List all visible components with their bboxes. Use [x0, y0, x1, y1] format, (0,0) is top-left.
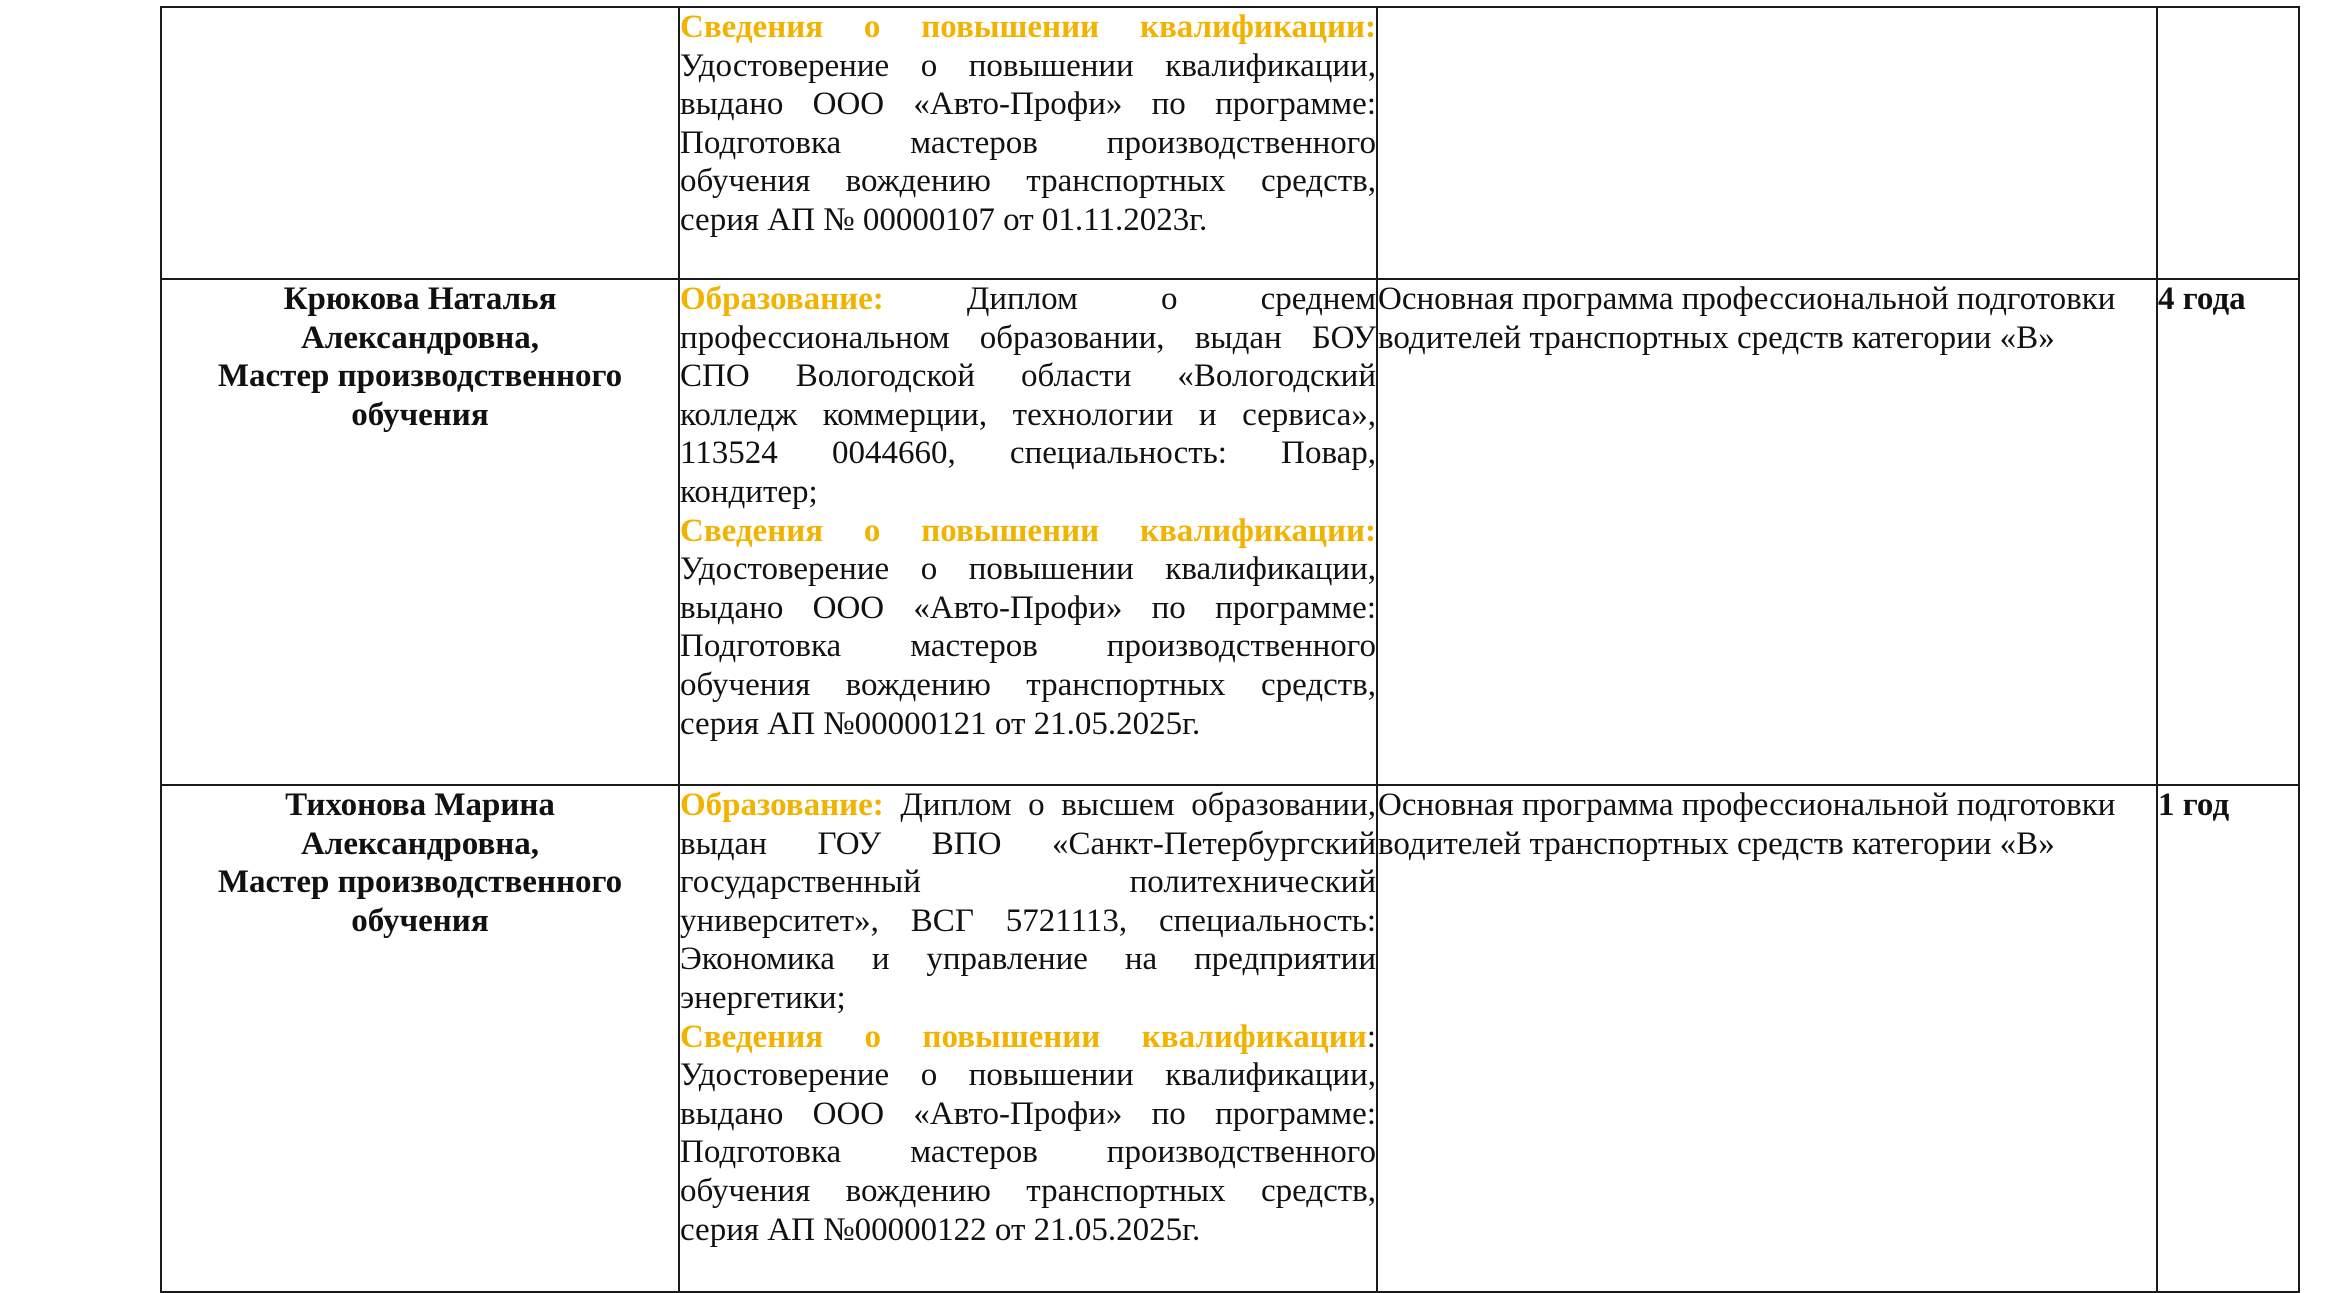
- education-text: Диплом о высшем образовании, выдан ГОУ ВПО «Санкт-Петербургский государственный политехнический университет», ВСГ 5721113, специальность: Экономика и управление на предприятии энергетики;: [680, 787, 1377, 1016]
- staff-patronymic-line: Александровна,: [300, 825, 540, 862]
- qualification-text: Удостоверение о повышении квалификации, выдано ООО «Авто-Профи» по программе: Подготовка мастеров производственного обучения вождению транспортных средств, серия АП №00000121 от 21.05.2025г.: [680, 551, 1376, 742]
- table-row: [161, 279, 2299, 785]
- qualification-paragraph: [680, 1018, 1376, 1250]
- education-text: Диплом о среднем профессиональном образовании, выдан БОУ СПО Вологодской области «Вологодский колледж коммерции, технологии и сервиса», 113524 0044660, специальность: Повар, кондитер;: [680, 281, 1376, 510]
- education-cell: [679, 785, 1377, 1292]
- staff-name-cell: [161, 7, 679, 279]
- table-row: [161, 785, 2299, 1292]
- education-paragraph: [680, 786, 1376, 1018]
- program-cell: Основная программа профессиональной подготовки водителей транспортных средств категории «В»: [1377, 785, 2157, 1292]
- qualification-text: Удостоверение о повышении квалификации, выдано ООО «Авто-Профи» по программе: Подготовка мастеров производственного обучения вождению транспортных средств, серия АП № 00000107 от 01.11.2023г.: [680, 47, 1376, 238]
- staff-name-cell: [161, 785, 679, 1292]
- qualification-paragraph: [680, 512, 1376, 744]
- qualification-colon: :: [1366, 1018, 1376, 1055]
- qualification-label: Сведения о повышении квалификации:: [680, 9, 1376, 45]
- staff-position-line: обучения: [351, 396, 489, 433]
- staff-position-line: Мастер производственного: [217, 358, 623, 395]
- staff-table: [160, 6, 2300, 1293]
- education-cell: [679, 7, 1377, 279]
- qualification-paragraph: [680, 8, 1376, 240]
- experience-cell: 1 год: [2157, 785, 2299, 1292]
- qualification-label: Сведения о повышении квалификации: [680, 1018, 1367, 1055]
- program-cell: Основная программа профессиональной подготовки водителей транспортных средств категории «В»: [1377, 279, 2157, 785]
- program-cell: [1377, 7, 2157, 279]
- table-row: [161, 7, 2299, 279]
- staff-position-line: Мастер производственного: [217, 864, 623, 901]
- staff-position-line: обучения: [351, 902, 489, 939]
- education-paragraph: [680, 280, 1376, 512]
- qualification-text: Удостоверение о повышении квалификации, выдано ООО «Авто-Профи» по программе: Подготовка мастеров производственного обучения вождению транспортных средств, серия АП №00000122 от 21.05.2025г.: [680, 1057, 1376, 1248]
- qualification-label: Сведения о повышении квалификации:: [680, 512, 1376, 549]
- education-label: Образование:: [680, 281, 884, 317]
- staff-name-cell: [161, 279, 679, 785]
- experience-cell: [2157, 7, 2299, 279]
- education-label: Образование:: [680, 787, 884, 823]
- education-cell: [679, 279, 1377, 785]
- staff-surname-line: Тихонова Марина: [285, 787, 555, 823]
- staff-surname-line: Крюкова Наталья: [283, 281, 557, 317]
- staff-patronymic-line: Александровна,: [300, 319, 540, 356]
- experience-cell: 4 года: [2157, 279, 2299, 785]
